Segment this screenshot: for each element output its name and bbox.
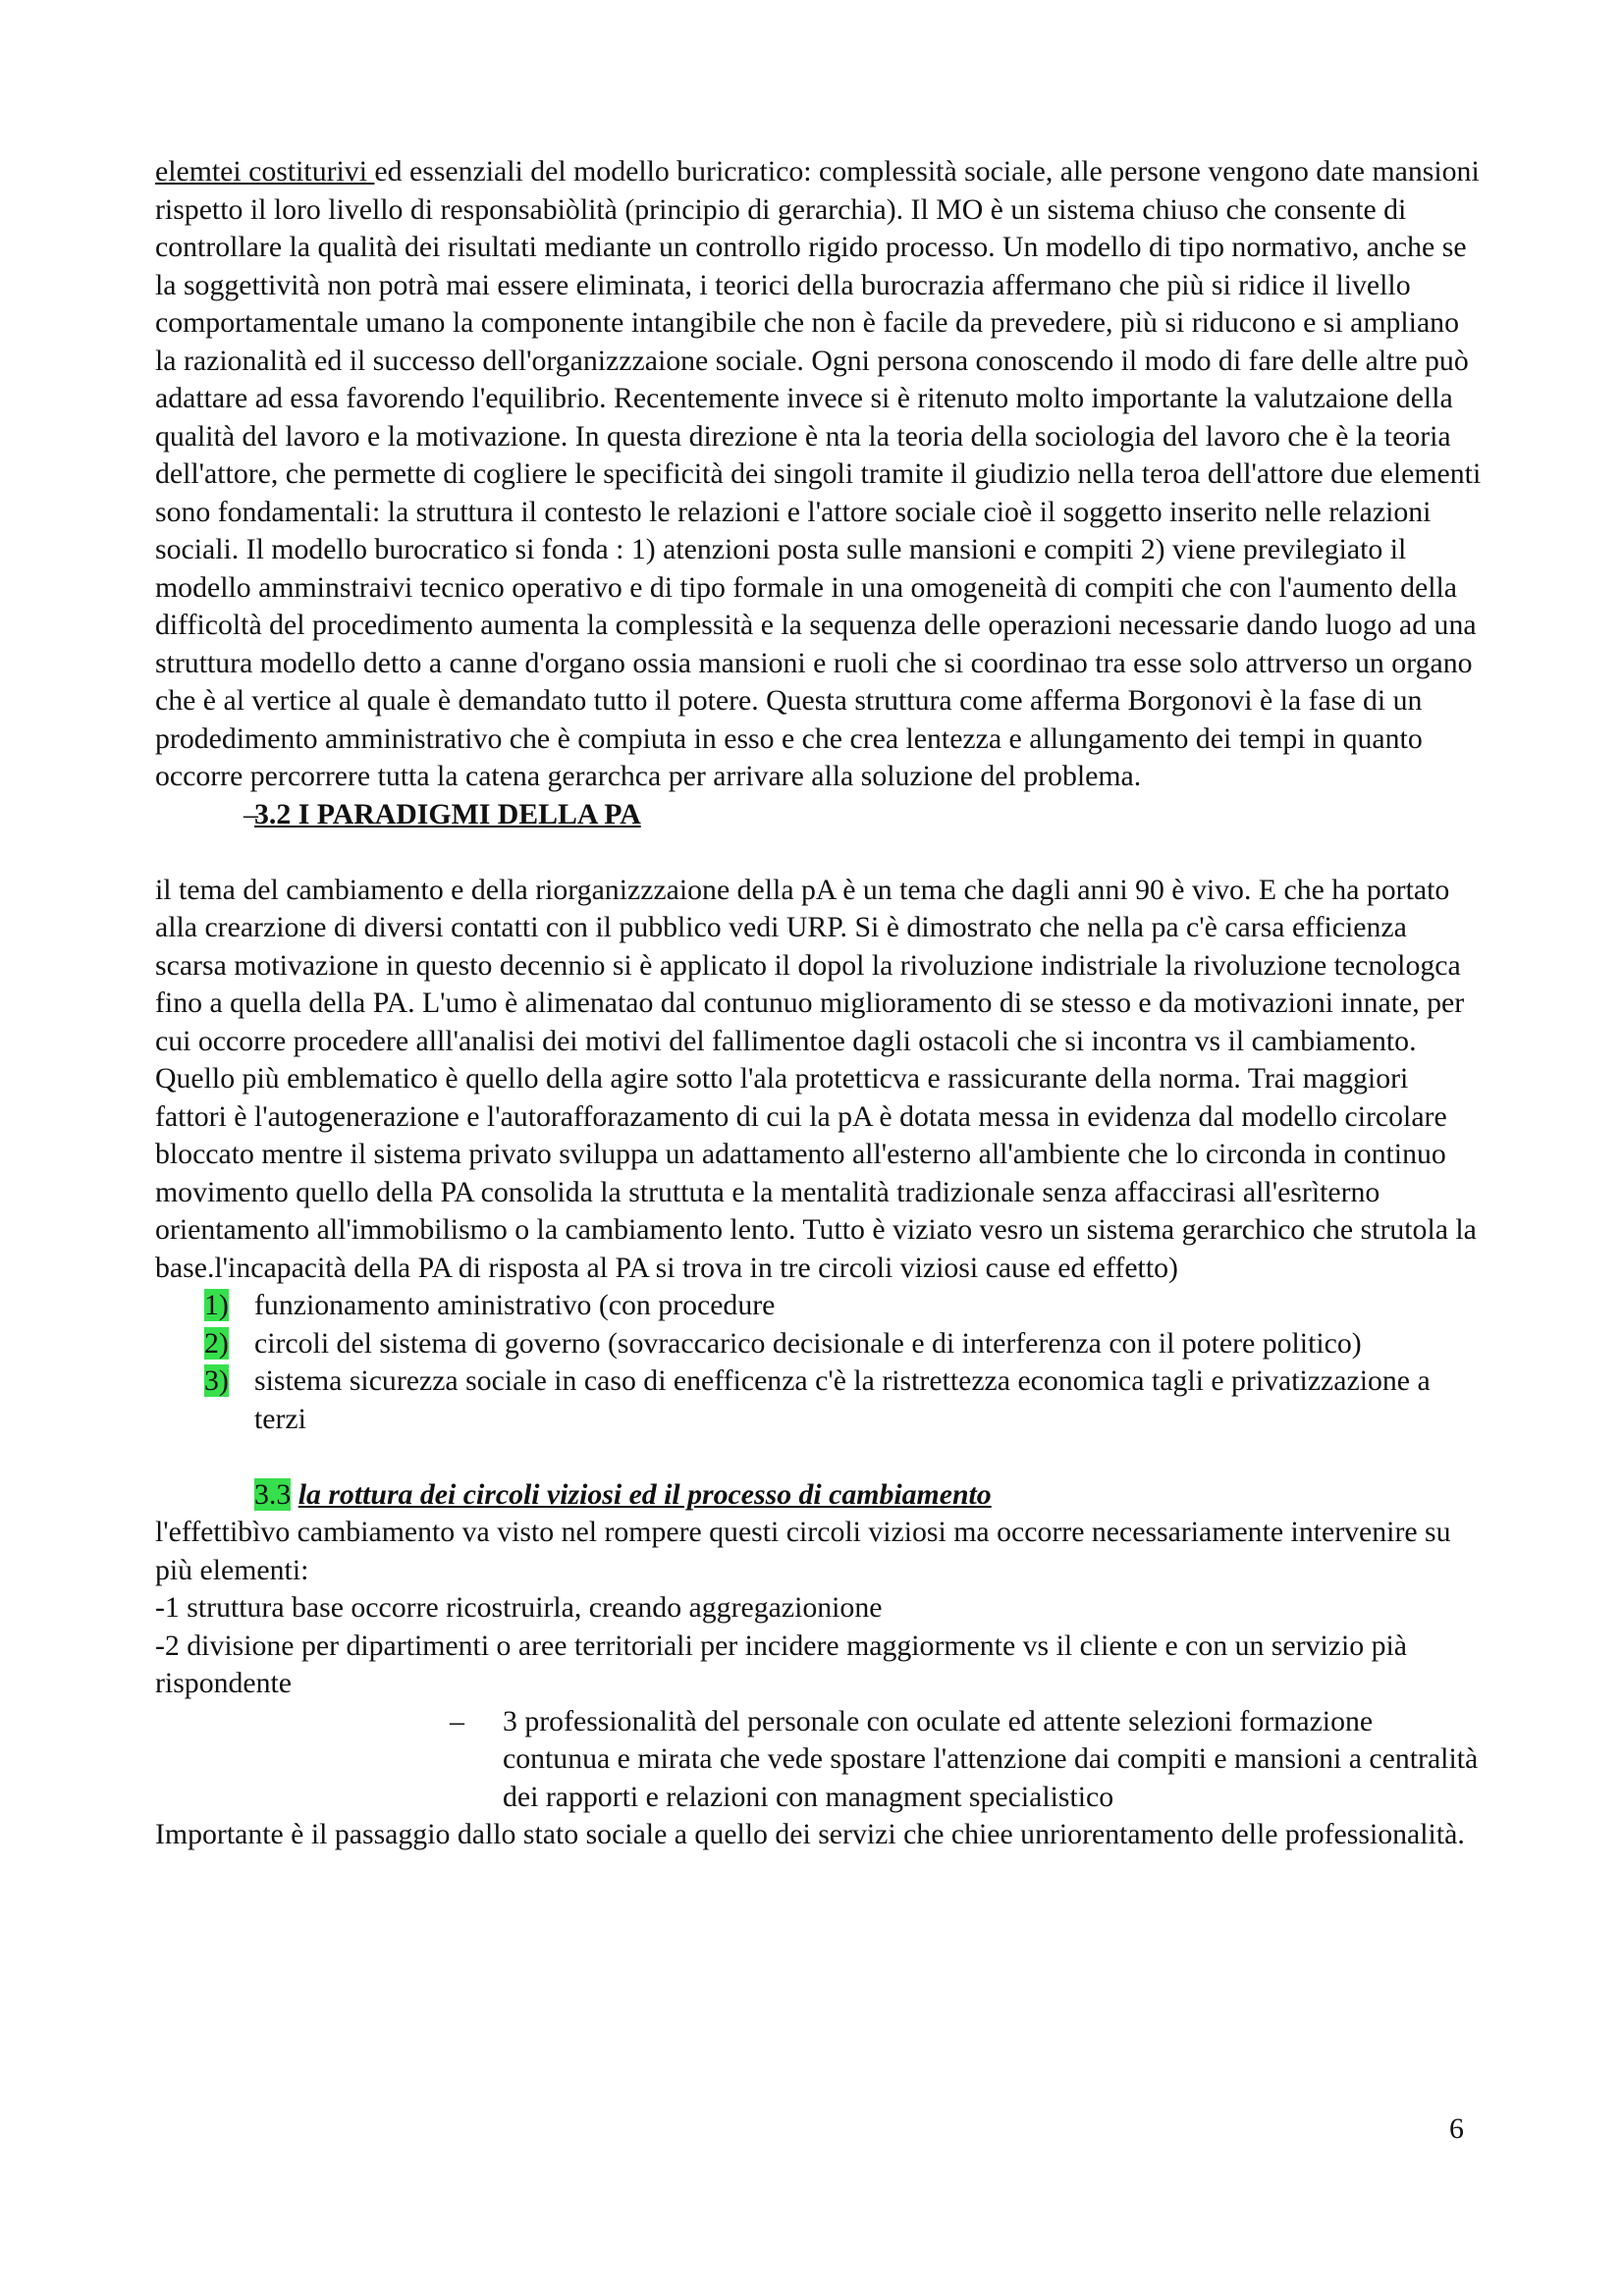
item-dash: – xyxy=(450,1704,464,1737)
list-number: 3) xyxy=(204,1364,229,1397)
paragraph-conclusion: Importante è il passaggio dallo stato sociale a quello dei servizi che chiee unriorentamento delle professionalità. xyxy=(155,1818,1465,1850)
section-heading-3-3 xyxy=(155,1476,1483,1515)
list-item-text: sistema sicurezza sociale in caso di enefficenza c'è la ristrettezza economica tagli e privatizzazione a terzi xyxy=(254,1364,1431,1435)
list-item-text: funzionamento aministrativo (con procedure xyxy=(254,1289,776,1321)
intervention-item-2: -2 divisione per dipartimenti o aree territoriali per incidere maggiormente vs il cliente e con un servizio pià rispondente xyxy=(155,1629,1408,1699)
blank-line xyxy=(155,833,1483,872)
list-number: 2) xyxy=(204,1326,229,1360)
paragraph-pa-change: il tema del cambiamento e della riorganizzzaione della pA è un tema che dagli anni 90 è vivo. E che ha portato alla crearzione di diversi contatti con il pubblico vedi URP. Si è dimostrato che nella pa c'è carsa efficienza scarsa motivazione in questo decennio si è applicato il dopol la rivoluzione indistriale la rivoluzione tecnologca fino a quella della PA. L'umo è alimenatao dal contunuo miglioramento di se stesso e da motivazioni innate, per cui occorre procedere alll'analisi dei motivi del fallimentoe dagli ostacoli che si incontra vs il cambiamento. Quello più emblematico è quello della agire sotto l'ala protetticva e rassicurante della norma. Trai maggiori fattori è l'autogenerazione e l'autorafforazamento di cui la pA è dotata messa in evidenza dal modello circolare bloccato mentre il sistema privato sviluppa un adattamento all'esterno all'ambiente che lo circonda in continuo movimento quello della PA consolida la struttuta e la mentalità tradizionale senza affaccirasi all'esrìterno orientamento all'immobilismo o la cambiamento lento. Tutto è viziato vesro un sistema gerarchico che strutola la base.l'incapacità della PA di risposta al PA si trova in tre circoli viziosi cause ed effetto) xyxy=(155,873,1477,1284)
list-number: 1) xyxy=(204,1289,229,1321)
underlined-phrase: elemtei costiturivi xyxy=(155,155,375,187)
paragraph-text: ed essenziali del modello buricratico: complessità sociale, alle persone vengono date mansioni rispetto il loro livello di responsabiòlità (principio di gerarchia). Il MO è un sistema chiuso che consente di controllare la qualità dei risultati mediante un controllo rigido processo. Un modello di tipo normativo, anche se la soggettività non potrà mai essere eliminata, i teorici della burocrazia affermano che più si ridice il livello comportamentale umano la componente intangibile che non è facile da prevedere, più si riducono e si ampliano la razionalità ed il successo dell'organizzzaione sociale. Ogni persona conoscendo il modo di fare delle altre può adattare ad essa favorendo l'equilibrio. Recentemente invece si è ritenuto molto importante la valutzaione della qualità del lavoro e la motivazione. In questa direzione è nta la teoria della sociologia del lavoro che è la teoria dell'attore, che permette di cogliere le specificità dei singoli tramite il giudizio nella teroa dell'attore due elementi sono fondamentali: la struttura il contesto le relazioni e l'attore sociale cioè il soggetto inserito nelle relazioni sociali. Il modello burocratico si fonda : 1) atenzioni posta sulle mansioni e compiti 2) viene previlegiato il modello amminstraivi tecnico operativo e di tipo formale in una omogeneità di compiti che con l'aumento della difficoltà del procedimento aumenta la complessità e la sequenza delle operazioni necessarie dando luogo ad una struttura modello detto a canne d'organo ossia mansioni e ruoli che si coordinao tra esse solo attrverso un organo che è al vertice al quale è demandato tutto il potere. Questa struttura come afferma Borgonovi è la fase di un prodedimento amministrativo che è compiuta in esso e che crea lentezza e allungamento dei tempi in quanto occorre percorrere tutta la catena gerarchca per arrivare alla soluzione del problema. xyxy=(155,155,1482,792)
page-content xyxy=(155,153,1483,1854)
list-item xyxy=(155,1287,1483,1325)
paragraph-breaking-circles: l'effettibìvo cambiamento va visto nel rompere questi circoli viziosi ma occorre necessariamente intervenire su più elementi: xyxy=(155,1516,1451,1586)
item-text: 3 professionalità del personale con oculate ed attente selezioni formazione contunua e mirata che vede spostare l'attenzione dai compiti e mansioni a centralità dei rapporti e relazioni con managment specialistico xyxy=(503,1704,1479,1813)
section-heading-3-2 xyxy=(155,796,1483,834)
paragraph-bureaucratic-model xyxy=(155,153,1483,796)
list-item-text: circoli del sistema di governo (sovraccarico decisionale e di interferenza con il potere politico) xyxy=(254,1326,1362,1360)
heading-title: la rottura dei circoli viziosi ed il processo di cambiamento xyxy=(298,1477,992,1511)
heading-title: 3.2 I PARADIGMI DELLA PA xyxy=(254,797,641,830)
list-item xyxy=(155,1325,1483,1363)
heading-dash: – xyxy=(243,797,258,830)
intervention-item-3 xyxy=(155,1703,1483,1817)
intervention-item-1: -1 struttura base occorre ricostruirla, creando aggregazionione xyxy=(155,1591,883,1624)
vicious-circles-list xyxy=(155,1287,1483,1438)
list-item xyxy=(155,1362,1483,1438)
page-number: 6 xyxy=(1449,2112,1464,2145)
heading-number: 3.3 xyxy=(254,1477,292,1511)
blank-line xyxy=(155,1438,1483,1476)
